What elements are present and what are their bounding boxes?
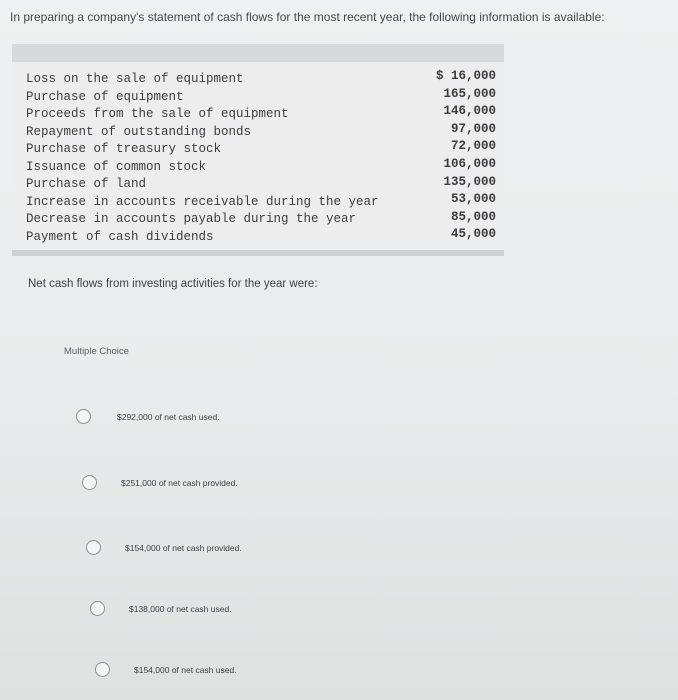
choice-text: $154,000 of net cash provided. [125,542,242,553]
choice-option-1[interactable] [76,409,220,424]
item-value: 106,000 [443,156,496,171]
intro-text: In preparing a company's statement of cash flows for the most recent year, the following information is available: [10,10,605,24]
item-label: Payment of cash dividends [26,229,214,244]
choice-option-4[interactable] [90,601,232,616]
item-value: $ 16,000 [435,69,496,83]
choice-text: $292,000 of net cash used. [117,411,220,422]
item-label: Purchase of equipment [26,89,184,104]
item-label: Purchase of land [26,177,147,191]
cash-flow-info-table [12,44,504,256]
question-text: Net cash flows from investing activities for the year were: [28,278,318,290]
radio-button[interactable] [90,601,105,616]
choice-option-5[interactable] [95,662,237,677]
choice-option-3[interactable] [86,540,242,555]
item-labels [26,71,379,246]
radio-button[interactable] [76,409,91,424]
item-label: Repayment of outstanding bonds [26,124,252,139]
item-value: 45,000 [450,227,496,242]
item-value: 72,000 [450,139,496,154]
table-top-bar [12,44,504,62]
table-bottom-bar [12,250,504,256]
choice-option-2[interactable] [82,475,238,490]
radio-button[interactable] [95,662,110,677]
item-value: 97,000 [450,121,496,136]
choice-text: $251,000 of net cash provided. [121,477,238,488]
radio-button[interactable] [82,475,97,490]
item-label: Loss on the sale of equipment [26,72,244,86]
choice-text: $138,000 of net cash used. [129,603,232,614]
item-values [436,68,496,244]
item-label: Proceeds from the sale of equipment [26,107,289,121]
item-label: Increase in accounts receivable during the year [26,194,379,209]
item-label: Decrease in accounts payable during the year [26,212,357,226]
item-value: 146,000 [443,104,496,119]
multiple-choice-label: Multiple Choice [64,346,129,357]
radio-button[interactable] [86,540,101,555]
item-value: 165,000 [443,86,496,101]
choice-text: $154,000 of net cash used. [134,664,237,675]
item-label: Issuance of common stock [26,159,207,174]
item-value: 135,000 [443,174,496,189]
item-label: Purchase of treasury stock [26,142,222,156]
item-value: 53,000 [450,192,496,207]
item-value: 85,000 [450,209,496,224]
